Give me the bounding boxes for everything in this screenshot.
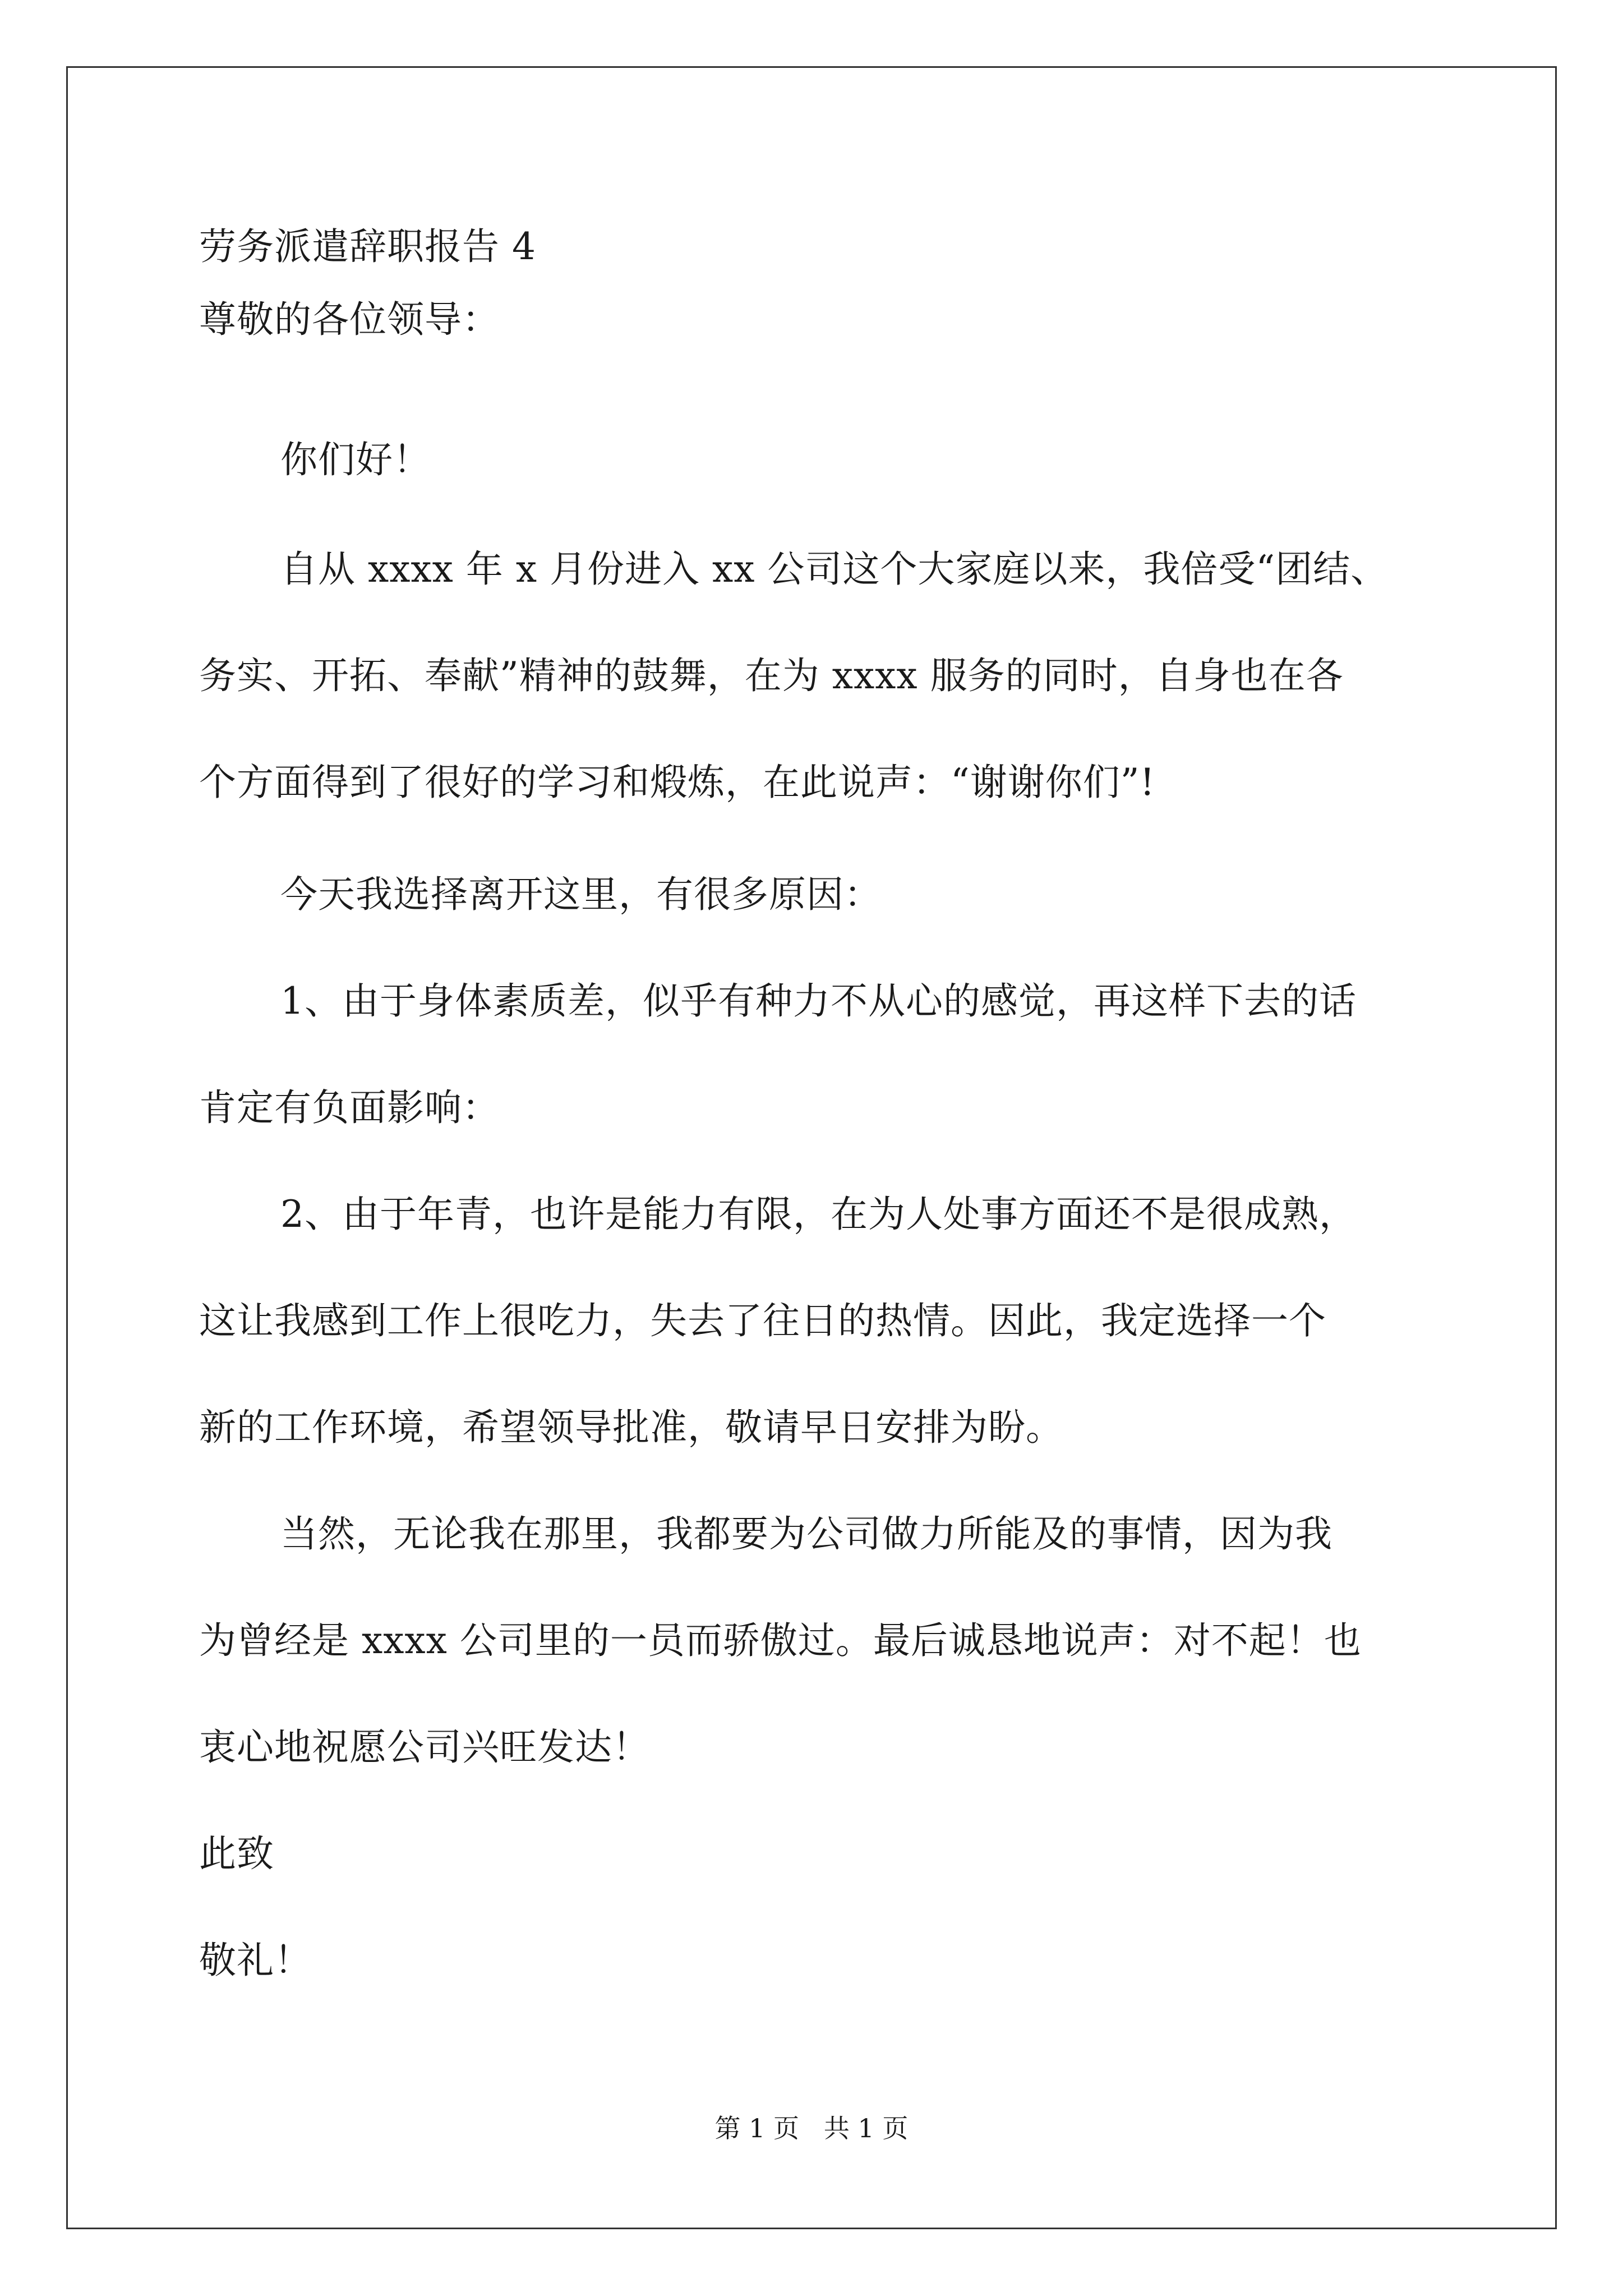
body-line: 肯定有负面影响： (199, 1086, 500, 1129)
body-line: 新的工作环境，希望领导批准，敬请早日安排为盼。 (199, 1406, 1063, 1449)
body-line: 当然，无论我在那里，我都要为公司做力所能及的事情，因为我 (280, 1512, 1332, 1556)
page-footer: 第 1 页 共 1 页 (714, 2113, 909, 2143)
body-line: 务实、开拓、奉献”精神的鼓舞，在为 xxxx 服务的同时，自身也在各 (199, 654, 1344, 697)
document-title: 劳务派遣辞职报告 4 (199, 225, 536, 268)
page-border (66, 66, 1557, 2229)
body-line: 这让我感到工作上很吃力，失去了往日的热情。因此，我定选择一个 (199, 1299, 1326, 1342)
closing-line: 此致 (199, 1832, 274, 1875)
body-line: 个方面得到了很好的学习和煅炼，在此说声：“谢谢你们”! (199, 761, 1156, 804)
salutation: 尊敬的各位领导： (199, 298, 500, 341)
closing-line: 敬礼！ (199, 1939, 312, 1982)
body-line: 衷心地祝愿公司兴旺发达！ (199, 1726, 650, 1769)
body-line: 为曾经是 xxxx 公司里的一员而骄傲过。最后诚恳地说声：对不起！也 (199, 1619, 1362, 1662)
body-line: 自从 xxxx 年 x 月份进入 xx 公司这个大家庭以来，我倍受“团结、 (280, 547, 1389, 591)
body-line: 1、由于身体素质差，似乎有种力不从心的感觉，再这样下去的话 (280, 979, 1357, 1023)
body-line: 今天我选择离开这里，有很多原因： (280, 873, 882, 916)
greeting: 你们好！ (280, 438, 431, 481)
body-line: 2、由于年青，也许是能力有限，在为人处事方面还不是很成熟， (280, 1193, 1357, 1236)
